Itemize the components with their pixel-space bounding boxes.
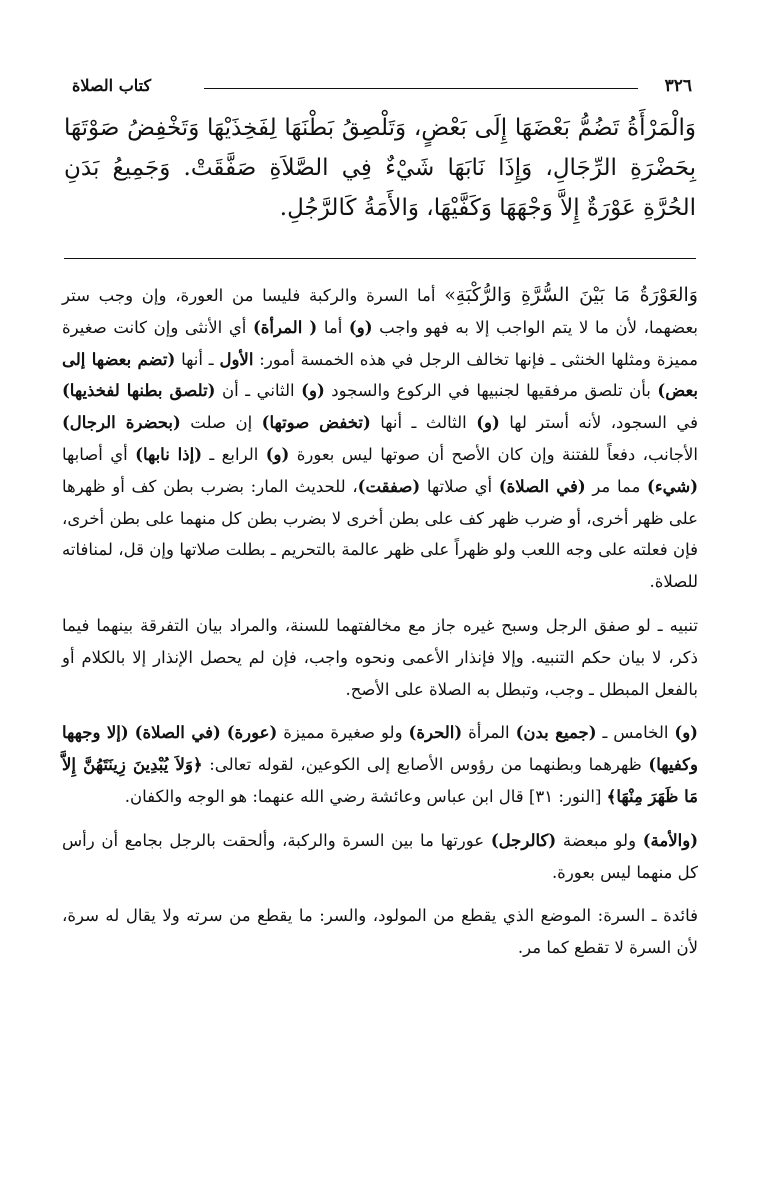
matn-term: (و) — [476, 413, 500, 433]
text-run: عورتها ما بين السرة والركبة، وألحقت بالرجل بجامع أن رأس كل منهما ليس بعورة. — [62, 830, 698, 882]
matn-term: (صفقت) — [357, 476, 421, 496]
matn-term: (تلصق بطنها لفخذيها) — [62, 381, 216, 401]
text-run: الرابع ـ — [202, 444, 266, 464]
text-run: أما — [317, 317, 349, 337]
commentary-paragraph-3 — [62, 717, 698, 812]
matn-term: (بحضرة الرجال) — [62, 413, 181, 433]
commentary-paragraph-4 — [62, 825, 698, 889]
commentary-paragraph-5: فائدة ـ السرة: الموضع الذي يقطع من المولود، والسر: ما يقطع من سرته ولا يقال له سرة، لأن السرة لا تقطع كما مر. — [62, 906, 698, 958]
text-run: الثالث ـ أنها — [370, 413, 477, 433]
matn-term: (عورة) — [226, 723, 278, 743]
text-run: أما السرة والركبة فليسا من العورة، وإن وجب ستر بعضهما، لأن ما لا يتم الواجب إلا به فهو واجب — [62, 286, 698, 337]
text-run: أي الأنثى وإن كانت صغيرة مميزة ومثلها الخنثى ـ فإنها تخالف الرجل في هذه الخمسة أمور: — [62, 317, 698, 369]
matn-term: (تخفض صوتها) — [261, 413, 371, 433]
page-number: ٣٢٦ — [664, 76, 692, 96]
text-run: ولو صغيرة مميزة — [277, 723, 409, 743]
text-run: مما مر — [585, 476, 648, 496]
matn-term: (جميع بدن) — [515, 723, 597, 743]
matn-term: (شيء) — [647, 476, 698, 496]
text-run: أي أصابها — [62, 444, 136, 464]
commentary-paragraph-1 — [62, 280, 698, 598]
matn-term: (والأمة) — [642, 830, 699, 850]
text-run: ظهرهما وبطنهما من رؤوس الأصابع إلى الكوعين، لقوله تعالى: — [202, 755, 649, 775]
matn-term: (و) — [674, 723, 698, 743]
running-header — [72, 76, 692, 100]
matn-term: (إلا وجهها وكفيها) — [62, 723, 699, 775]
matn-term: (و) — [265, 444, 290, 464]
matn-term: (و) — [301, 381, 325, 401]
text-run: الثاني ـ أن — [215, 381, 302, 401]
commentary — [62, 280, 698, 964]
quran-verse: ﴿وَلاَ يُبْدِينَ زِينَتَهُنَّ إِلاَّ مَا ظَهَرَ مِنْهَا﴾ — [62, 755, 698, 806]
matn-term: (و) — [348, 317, 373, 337]
header-rule — [204, 88, 638, 89]
text-run: المرأة — [462, 723, 516, 743]
matn-term: (تضم بعضها إلى بعض) — [62, 349, 698, 401]
commentary-paragraph-2: تنبيه ـ لو صفق الرجل وسبح غيره جاز مع مخالفتهما للسنة، والمراد بيان التفرقة بينهما فيما ذكر، لا بيان حكم التنبيه. وإلا فإنذار الأعمى ونحوه واجب، فإن لم يحصل الإنذار إلا بالكلام أو بالفعل المبطل ـ وجب، وتبطل به الصلاة على الأصح. — [62, 615, 698, 699]
text-run: بأن تلصق مرفقيها لجنبيها في الركوع والسجود — [324, 381, 658, 401]
matn-quote: وَالعَوْرَةُ مَا بَيْنَ السُّرَّةِ وَالرُّكْبَةِ» — [444, 284, 698, 306]
text-run: الأجانب، دفعاً للفتنة وإن كان الأصح أن صوتها ليس بعورة — [289, 444, 698, 464]
separator-rule — [64, 258, 696, 259]
text-run: في السجود، لأنه أستر لها — [499, 413, 698, 433]
text-run: [النور: ٣١] قال ابن عباس وعائشة رضي الله عنهما: هو الوجه والكفان. — [124, 786, 607, 806]
matn-text: وَالْمَرْأَةُ تَضُمُّ بَعْضَهَا إِلَى بَعْضٍ، وَتَلْصِقُ بَطْنَهَا لِفَخِذَيْهَا وَتَخْفِضُ صَوْتَهَا بِحَضْرَةِ الرِّجَالِ، وَإِذَا نَابَهَا شَيْءٌ فِي الصَّلاَةِ صَفَّقَتْ. وَجَمِيعُ بَدَنِ الحُرَّةِ عَوْرَةٌ إِلاَّ وَجْهَهَا وَكَفَّيْهَا، وَالأَمَةُ كَالرَّجُلِ. — [64, 115, 696, 221]
matn-term: (الحرة) — [408, 723, 463, 743]
text-run: ، للحديث المار: بضرب بطن كف أو ظهرها على ظهر أخرى، أو ضرب ظهر كف على بطن أخرى لا بضرب بطن كل منهما على بطن أخرى، فإن فعلته على وجه اللعب ولو ظهراً على ظهر عالمة بالتحريم ـ بطلت صلاتها وإن قل، لمنافاته للصلاة. — [62, 476, 698, 592]
text-run: ولو مبعضة — [556, 830, 643, 850]
text-run: أي صلاتها — [420, 476, 499, 496]
matn-term: (إذا نابها) — [135, 444, 203, 464]
text-run: الخامس ـ — [596, 723, 675, 743]
text-run: إن صلت — [180, 413, 262, 433]
matn-term: (كالرجل) — [490, 830, 557, 850]
matn-term: (في الصلاة) — [498, 476, 586, 496]
matn-term: الأول — [219, 349, 254, 369]
matn-term: (في الصلاة) — [134, 723, 221, 743]
text-run: ـ أنها — [175, 349, 220, 369]
matn-term: ( المرأة) — [252, 317, 318, 337]
book-title: كتاب الصلاة — [72, 76, 152, 95]
